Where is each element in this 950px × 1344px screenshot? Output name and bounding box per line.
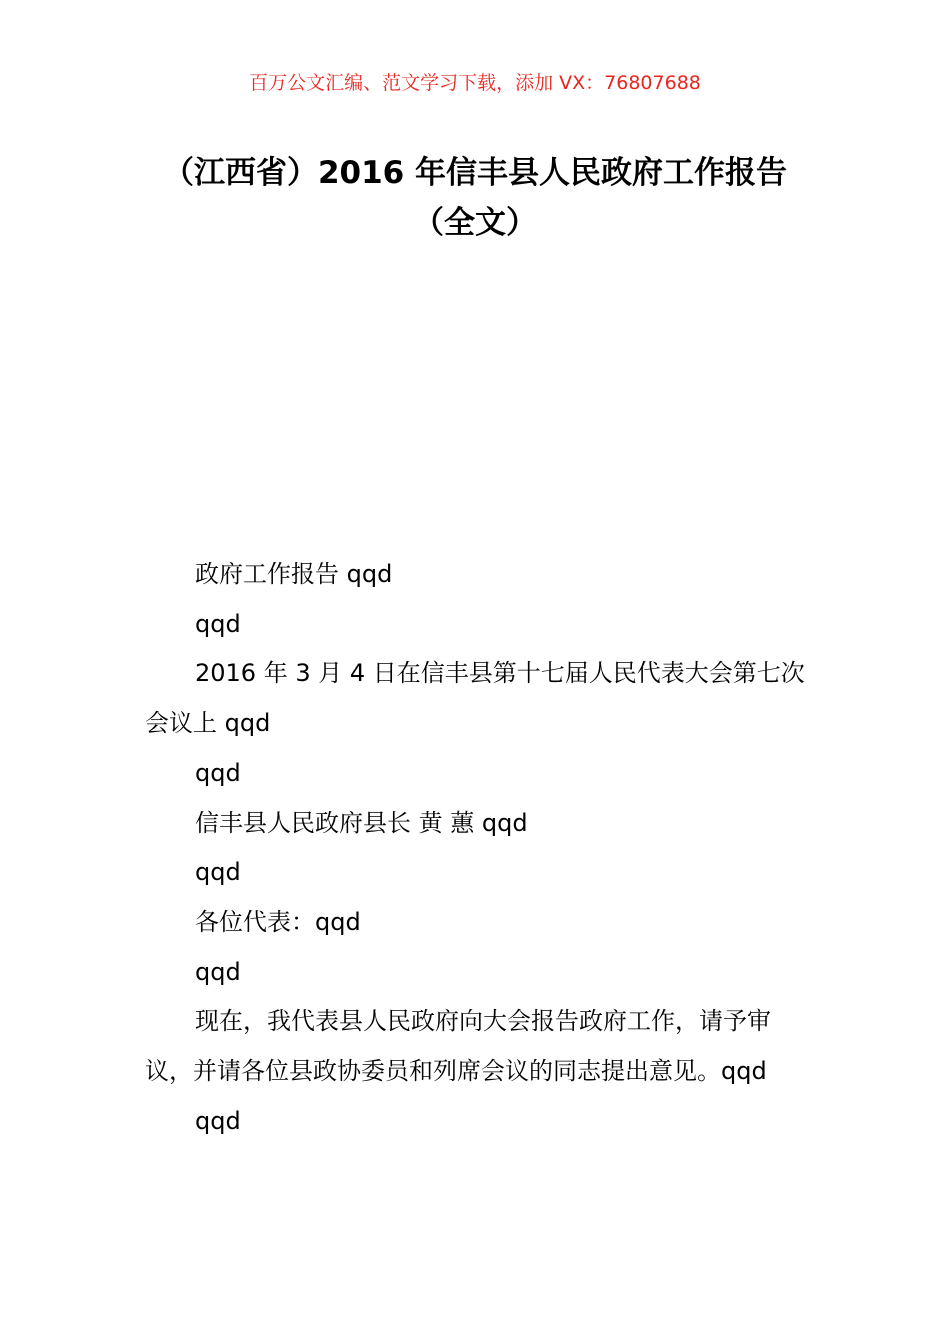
paragraph: qqd: [195, 609, 241, 638]
paragraph: qqd: [195, 1106, 241, 1135]
paragraph: qqd: [195, 957, 241, 986]
paragraph: 信丰县人民政府县长 黄 蕙 qqd: [195, 808, 528, 837]
paragraph: qqd: [195, 758, 241, 787]
document-title: （江西省）2016 年信丰县人民政府工作报告（全文）: [162, 155, 788, 241]
paragraph: qqd: [195, 858, 241, 887]
watermark-banner: 百万公文汇编、范文学习下载，添加 VX：76807688: [249, 72, 701, 94]
paragraph: 政府工作报告 qqd: [195, 560, 393, 588]
paragraph: 现在，我代表县人民政府向大会报告政府工作，请予审议，并请各位县政协委员和列席会议的同志提出意见。qqd: [145, 1007, 771, 1086]
paragraph: 2016 年 3 月 4 日在信丰县第十七届人民代表大会第七次会议上 qqd: [145, 659, 805, 738]
paragraph: 各位代表：qqd: [195, 907, 361, 936]
document-body: [145, 550, 815, 1146]
